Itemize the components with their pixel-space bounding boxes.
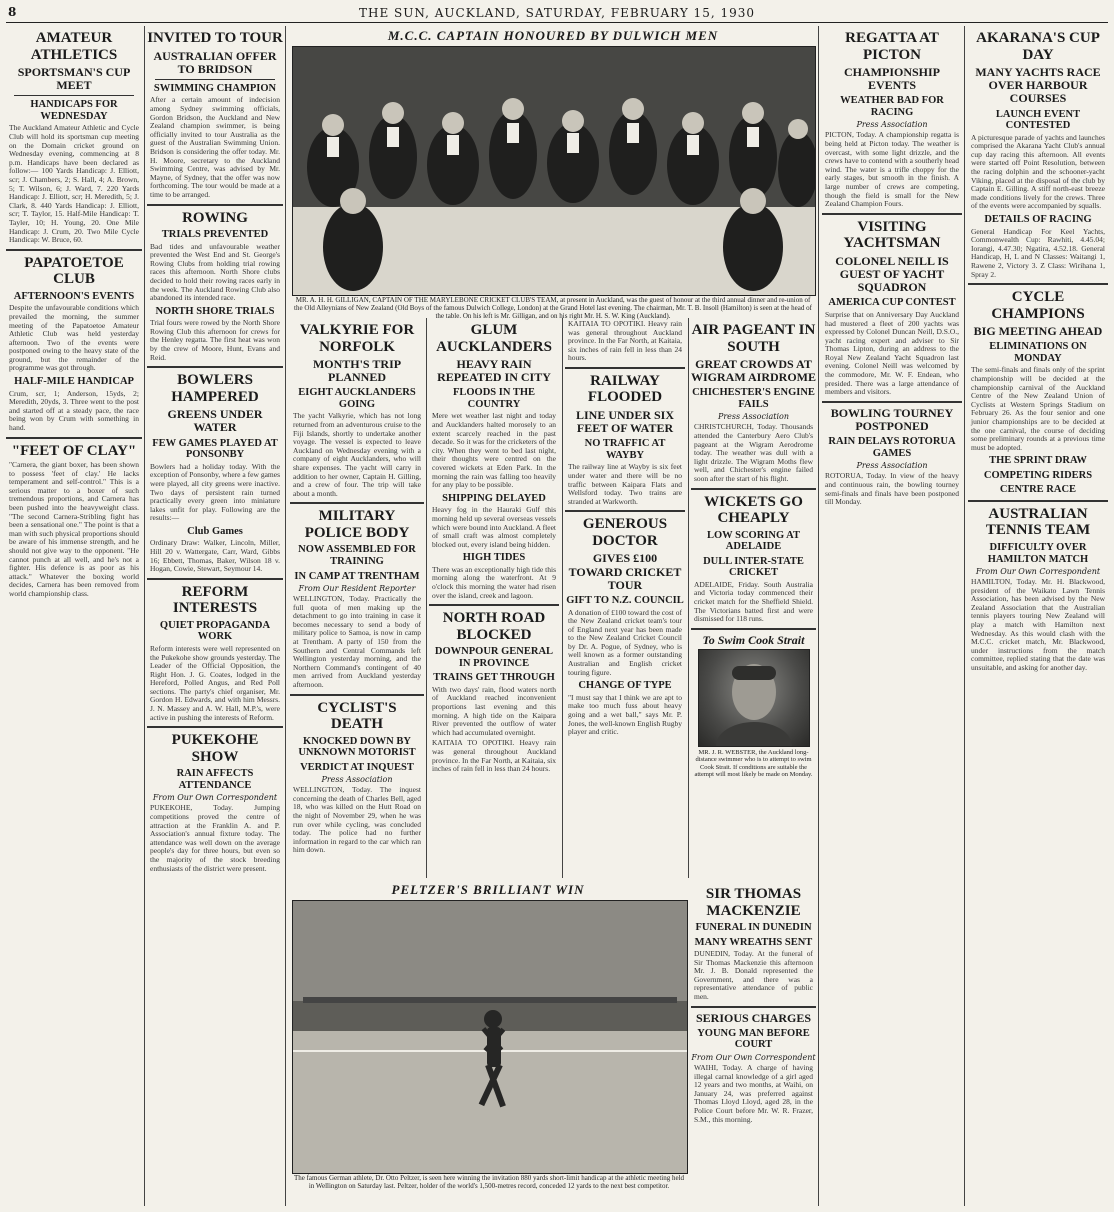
column-invited-to-tour	[147, 26, 283, 1206]
article-subhead: FEW GAMES PLAYED AT PONSONBY	[152, 437, 278, 461]
article-subhead: HALF-MILE HANDICAP	[14, 376, 134, 388]
article-body: KAITAIA TO OPOTIKI. Heavy rain was general throughout Auckland province. In the Far North, at Kaitaia, six inches of rain fell in less than 24 hours.	[432, 738, 556, 774]
article-subhead: LINE UNDER SIX FEET OF WATER	[575, 407, 675, 436]
article-subhead: THE SPRINT DRAW	[989, 455, 1087, 467]
page-number: 8	[8, 5, 17, 19]
article-subhead: FUNERAL IN DUNEDIN	[695, 922, 812, 933]
article-subhead: DOWNPOUR GENERAL IN PROVINCE	[434, 646, 554, 669]
article-headline: AUSTRALIAN TENNIS TEAM	[985, 505, 1091, 539]
column-air-pageant	[691, 318, 816, 878]
article-body: A picturesque parade of yachts and launches comprised the Akarana Yacht Club's annual cup day racing this afternoon. All events were started off Point Resolution, between the racing dolphin and the schooner-yacht Viking, placed at the disposal of the club by Captain E. Gilling. A stiff north-east breeze made conditions lively for the crews. Three of the events were accompanied by squalls.	[971, 132, 1105, 211]
article-subhead: CHANGE OF TYPE	[578, 680, 672, 692]
article-subhead: TRIALS PREVENTED	[161, 229, 269, 241]
article-subhead: CHICHESTER'S ENGINE FAILS	[692, 387, 815, 410]
article-subhead: GIVES £100 TOWARD CRICKET TOUR	[568, 551, 682, 592]
photo-title: M.C.C. CAPTAIN HONOURED BY DULWICH MEN	[387, 28, 719, 43]
column-glum-aucklanders	[429, 318, 559, 878]
article-byline: Press Association	[717, 412, 790, 422]
peltzer-photo	[292, 900, 688, 1174]
article-subhead: GREAT CROWDS AT WIGRAM AIRDROME	[691, 357, 816, 385]
article-subhead: Club Games	[187, 525, 243, 537]
article-headline: AKARANA'S CUP DAY	[976, 30, 1100, 63]
article-headline: INVITED TO TOUR	[147, 30, 283, 46]
article-body: WELLINGTON, Today. Practically the full quota of men making up the detachment to go into training in case it becomes necessary to send a body of military police to Samoa, is now in camp at Trentham. A party of 150 from the Southern and Central Commands left Wellington yesterday morning, and the Northern Command's contingent of 40 men arrived from Auckland yesterday afternoon.	[293, 594, 421, 689]
article-subhead: WEATHER BAD FOR RACING	[840, 95, 944, 118]
article-subhead: BIG MEETING AHEAD	[973, 324, 1103, 339]
article-subhead: LOW SCORING AT ADELAIDE	[707, 529, 800, 553]
article-headline: ROWING	[182, 209, 248, 226]
article-subhead: LAUNCH EVENT CONTESTED	[995, 108, 1081, 132]
article-body: The semi-finals and finals only of the sprint championship will be decided at the championship carnival of the Auckland Centre of the New Zealand Union of Cyclists at Western Springs Stadium on February 26. As the four senior and one junior championships are to be decided at the one carnival, the course of deciding some preliminary rounds at a previous time must be adopted.	[971, 365, 1105, 452]
article-body: A donation of £100 toward the cost of the New Zealand cricket team's tour of England next year has been made to the New Zealand Cricket Council by Dr. A. Pogue, of Sydney, who is well known as a former outstanding Australian and English cricket touring figure.	[568, 607, 682, 677]
article-body: The Auckland Amateur Athletic and Cycle Club will hold its sportsman cup meeting on the Domain cricket ground on Wednesday evening, commencing at 8 p.m. Handicaps have been declared as follow:— 100 Yards Handicap: J. Elliott, scr; J. Chambers, 2; S. Hall, 4; A. Brown, 5; T. Wilson, 6; J. Ward, 7. 220 Yards Handicap: J. Elliott, scr; H. Meredith, 5; J. Clark, 8. 440 Yards Handicap: J. Elliott, scr; T. Taylor, 15. Half-Mile Handicap: T. Tayler, 10; H. Young, 20. One Mile Handicap: J. Crum, 20. Two Mile Cycle Handicap: W. Bruce, 60.	[9, 123, 139, 245]
article-subhead: DETAILS OF RACING	[984, 214, 1092, 225]
article-body: Bowlers had a holiday today. With the exception of Ponsonby, where a few games were played, all city greens were inactive. Two days of persistent rain turned practically every green into miniature lakes unfit for play. Following are the results:—	[150, 461, 280, 523]
article-subhead: RAIN DELAYS ROTORUA GAMES	[828, 436, 956, 459]
column-mackenzie	[691, 882, 816, 1202]
swimmer-portrait-icon	[699, 650, 809, 746]
article-subhead: DIFFICULTY OVER HAMILTON MATCH	[987, 541, 1089, 565]
article-byline: From Our Resident Reporter	[298, 584, 416, 594]
column-valkyrie	[290, 318, 424, 878]
banquet-figures-icon	[293, 47, 815, 295]
article-subhead: HEAVY RAIN REPEATED IN CITY	[437, 357, 551, 385]
article-subhead: DULL INTER-STATE CRICKET	[703, 555, 804, 579]
column-rule	[144, 26, 145, 1206]
article-byline: From Our Own Correspondent	[975, 567, 1101, 577]
article-byline: From Our Own Correspondent	[691, 1052, 816, 1062]
article-body: PICTON, Today. A championship regatta is being held at Picton today. The weather is overcast, with some light drizzle, and the crews have to contend with a southerly head wind. The water is a trifle choppy for the early stages, but smooth in the finish. A large number of crews are competing, though the field is small for the New Zealand Champion Fours.	[825, 130, 959, 209]
article-body: Heavy fog in the Hauraki Gulf this morning held up several overseas vessels which were bound into Auckland. A fleet of small craft was almost completely blocked out, every island being hidden.	[432, 505, 556, 549]
portrait-caption: MR. J. R. WEBSTER, the Auckland long-distance swimmer who is to attempt to swim Cook Strait. If conditions are suitable the attempt will most likely be made on Monday.	[694, 748, 813, 779]
article-subhead: AMERICA CUP CONTEST	[828, 297, 956, 309]
article-headline: VALKYRIE FOR NORFOLK	[299, 322, 415, 355]
article-subhead: CHAMPIONSHIP EVENTS	[844, 65, 940, 93]
article-subhead: SHIPPING DELAYED	[442, 492, 546, 504]
article-subhead: HIGH TIDES	[462, 552, 526, 564]
article-subhead: GIFT TO N.Z. COUNCIL	[566, 594, 684, 606]
article-body: "Carnera, the giant boxer, has been shown to possess 'feet of clay.' He lacks temperament and self-control." This is a serious matter to a boxer of such tremendous proportions, and Carnera has been pushed into the heavyweight class. "The second Carnera-Stribling fight has been a sensational one." The point is that a man with such physical proportions should be aware of his immense strength, and he should not give way to the opponent. "He cannot punch at all well, and he's not a fighter. His defence is as poor as his attack." Whatever the boxing world decides, Carnera has been removed from world championship class.	[9, 460, 139, 598]
article-headline: SERIOUS CHARGES	[695, 1010, 812, 1025]
article-body: The railway line at Wayby is six feet under water and there will be no traffic between Kaipara Flats and Wellsford today. Two trains are stranded at Warkworth.	[568, 462, 682, 506]
article-headline: MILITARY POLICE BODY	[304, 508, 410, 541]
article-subhead: GREENS UNDER WATER	[167, 407, 263, 435]
article-headline: To Swim Cook Strait	[702, 632, 805, 647]
article-subhead: QUIET PROPAGANDA WORK	[159, 619, 271, 643]
article-subhead: KNOCKED DOWN BY UNKNOWN MOTORIST	[298, 735, 416, 759]
article-body: HAMILTON, Today. Mr. H. Blackwood, president of the Waikato Lawn Tennis Association, has been advised by the New Zealand Association that the Australian tennis players touring New Zealand will play a match with Hamilton next Wednesday. As this would clash with the M.C.C. cricket match, Mr. Blackwood, under instructions from the match committee, replied stating that the date was unsuitable, and asking for another day.	[971, 577, 1105, 672]
article-subhead: TRAINS GET THROUGH	[433, 672, 555, 684]
article-body: Crum, scr, 1; Anderson, 15yds, 2; Meredith, 20yds, 3. Three went to the post and started off at a steady pace, the race being won by Crum with something in hand.	[9, 388, 139, 432]
article-body: Trial fours were rowed by the North Shore Rowing Club this afternoon for crews for the Henley regatta. The first heat was won by the crew of Moore, Hunt, Evans and Reid.	[150, 318, 280, 362]
article-headline: CYCLIST'S DEATH	[317, 699, 397, 733]
column-rule	[426, 318, 427, 878]
article-body: WAIHI, Today. A charge of having illegal carnal knowledge of a girl aged 12 years and two months, at Waihi, on January 24, was preferred against Thomas Lloyd Lloyd, aged 28, in the Police Court before Mr. W. R. Frazer, S.M., this morning.	[694, 1062, 813, 1124]
article-byline: From Our Own Correspondent	[152, 793, 278, 803]
article-body: ADELAIDE, Friday. South Australia and Victoria today commenced their cricket match for the Sheffield Shield. The Victorians batted first and were dismissed for 118 runs.	[694, 579, 813, 624]
column-rule	[285, 26, 286, 1206]
article-headline: BOWLING TOURNEY POSTPONED	[830, 405, 954, 434]
column-rule	[818, 26, 819, 1206]
article-headline: REGATTA AT PICTON	[845, 30, 939, 63]
article-body: Surprise that on Anniversary Day Auckland had mustered a fleet of 200 yachts was expressed by Colonel Duncan Neill, D.S.O., yacht racing expert and adviser to Sir Thomas Lipton, during an address to the Royal New Zealand Yacht Squadron last evening. Colonel Neill was welcomed by the commodore, Mr. W. F. Endean, who presided. There was a large attendance of members and visitors.	[825, 309, 959, 397]
article-headline: GENEROUS DOCTOR	[582, 516, 668, 549]
article-subhead: ELIMINATIONS ON MONDAY	[989, 341, 1087, 364]
column-akarana-cup	[968, 26, 1108, 1206]
column-rule	[688, 318, 689, 878]
article-body: With two days' rain, flood waters north of Auckland reached inconvenient proportions last evening and this morning. A high tide on the Kaipara River prevented the outflow of water which had accumulated overnight.	[432, 684, 556, 737]
article-subhead: YOUNG MAN BEFORE COURT	[697, 1027, 810, 1051]
article-headline: VISITING YACHTSMAN	[843, 218, 941, 252]
article-body: KAITAIA TO OPOTIKI. Heavy rain was general throughout Auckland province. In the Far North, at Kaitaia, six inches of rain fell in less than 24 hours.	[568, 319, 682, 363]
article-headline: "FEET OF CLAY"	[11, 442, 137, 459]
article-body: DUNEDIN, Today. At the funeral of Sir Thomas Mackenzie this afternoon Mr. J. B. Donald represented the Government, and there was a representative attendance of public men.	[694, 949, 813, 1002]
article-subhead: CENTRE RACE	[999, 484, 1077, 496]
article-subhead: FLOODS IN THE COUNTRY	[452, 387, 536, 410]
banquet-photo	[292, 46, 816, 296]
article-headline: AIR PAGEANT IN SOUTH	[691, 322, 816, 355]
article-body: Ordinary Draw: Walker, Lincoln, Miller, Hill 20 v. Wattergate, Carr, Ward, Gibbs 16; Ebbett, Thomas, Baker, Wilson 18 v. Hogan, Cowie, Stewart, Seymour 14.	[150, 538, 280, 574]
article-subhead: MANY YACHTS RACE OVER HARBOUR COURSES	[975, 65, 1101, 106]
article-subhead: EIGHT AUCKLANDERS GOING	[298, 387, 416, 410]
column-rule	[562, 318, 563, 878]
article-body: There was an exceptionally high tide this morning along the waterfront. At 9 o'clock this morning the water had risen over the island, creek and lagoon.	[432, 564, 556, 600]
article-body: Despite the unfavourable conditions which prevailed the morning, the summer meeting of the Papatoetoe Amateur Athletic Club was held yesterday afternoon. Two of the events were postponed owing to the heavy state of the ground, but the remainder of the programme was got through.	[9, 303, 139, 373]
article-subhead: HANDICAPS FOR WEDNESDAY	[30, 99, 118, 122]
article-body: WELLINGTON, Today. The inquest concerning the death of Charles Bell, aged 18, who was killed on the Hutt Road on the night of November 29, when he was run over while cycling, was concluded today. The police had no further information in regard to the car which ran him down.	[293, 785, 421, 855]
column-regatta-picton	[822, 26, 962, 1206]
article-body: General Handicap For Keel Yachts, Commonwealth Cup: Rawhiti, 4.45.04; Iorangi, 4.47.30; Ngatira, 4.52.18. General Handicap, H, L and N Classes: Waitangi 1, Rawene 2, Victory 3. Z Class: Wirihana 1, Spray 2.	[971, 226, 1105, 279]
article-headline: NORTH ROAD BLOCKED	[442, 610, 546, 643]
banquet-photo-caption: MR. A. H. H. GILLIGAN, CAPTAIN OF THE MARYLEBONE CRICKET CLUB'S TEAM, at present in Auckland, was the guest of honour at the third annual dinner and re-union of the Old Alleynians of New Zealand (Old Boys of the famous Dulwich College, London) at the Grand Hotel last evening. The chairman, Mr. T. B. Insoll (Hamilton) is seen at the head of the table. On his left is Mr. Gilligan, and on his right Mr. H. S. W. King (Auckland).	[294, 296, 812, 320]
article-subhead: AFTERNOON'S EVENTS	[13, 290, 135, 302]
peltzer-photo-caption: The famous German athlete, Dr. Otto Peltzer, is seen here winning the invitation 880 yards short-limit handicap at the athletic meeting held in Wellington on Saturday last. Peltzer, holder of the world's 1,500-metres record, conceded 12 yards to the next best competitor.	[293, 1174, 685, 1190]
article-headline: WICKETS GO CHEAPLY	[704, 493, 803, 527]
article-subhead: NORTH SHORE TRIALS	[155, 305, 275, 317]
article-headline: SIR THOMAS MACKENZIE	[705, 886, 802, 919]
article-headline: REFORM INTERESTS	[172, 583, 258, 617]
article-body: Reform interests were well represented on the Pukekohe show grounds yesterday. The Leader of the Official Opposition, the Right Hon. J. G. Coates, lodged in the Hereford, Polled Angus, and Red Poll sections. The party's chief organiser, Mr. Gordon H. Edwards, and with him Messrs. J. N. Massey and A. W. Hall, M.P.'s, were active in pushing the interests of Reform.	[150, 643, 280, 722]
column-rule	[964, 26, 965, 1206]
article-subhead: IN CAMP AT TRENTHAM	[294, 570, 420, 582]
article-subhead: AUSTRALIAN OFFER TO BRIDSON	[153, 48, 277, 76]
newspaper-title: THE SUN, AUCKLAND, SATURDAY, FEBRUARY 15, 1930	[359, 6, 755, 20]
article-body: Bad tides and unfavourable weather prevented the West End and St. George's Rowing Clubs from holding trial rowing races this afternoon. North Shore clubs decided to hold their rowing races early in the week. The Auckland Rowing Club also abandoned its intended race.	[150, 241, 280, 303]
article-headline: BOWLERS HAMPERED	[171, 372, 259, 405]
article-headline: CYCLE CHAMPIONS	[991, 289, 1085, 322]
article-subhead: VERDICT AT INQUEST	[300, 761, 414, 773]
article-headline: PUKEKOHE SHOW	[171, 732, 259, 765]
article-subhead: SPORTSMAN'S CUP MEET	[17, 65, 131, 93]
runner-icon	[293, 901, 687, 1173]
article-body: ROTORUA, Today. In view of the heavy and continuous rain, the bowling tourney semi-finals and finals have been postponed till Monday.	[825, 471, 959, 507]
article-headline: PAPATOETOE CLUB	[24, 254, 124, 288]
article-headline: AMATEUR ATHLETICS	[30, 30, 118, 63]
article-headline: GLUM AUCKLANDERS	[436, 322, 552, 355]
article-subhead: RAIN AFFECTS ATTENDANCE	[176, 768, 254, 791]
article-subhead: MONTH'S TRIP PLANNED	[312, 357, 402, 385]
article-subhead: MANY WREATHS SENT	[694, 936, 813, 948]
column-amateur-athletics	[6, 26, 142, 1206]
article-body: CHRISTCHURCH, Today. Thousands attended the Canterbury Aero Club's pageant at the Wigram Aerodrome today. The weather was dull with a light drizzle. The Wigram Moths flew well, and Chichester's engine failed soon after the start of his flight.	[694, 422, 813, 484]
article-subhead: SWIMMING CHAMPION	[153, 82, 277, 94]
article-body: After a certain amount of indecision among Sydney swimming officials, Gordon Bridson, the Auckland and New Zealand champion swimmer, is being officially invited to tour Australia as the guest of the Australian Swimming Union. Bridson is considering the offer today. Mr. H. Moore, secretary to the Auckland Swimming Centre, was advised by Mr. Mayne, of Sydney, that the offer was now forthcoming. The tour would be made at a time to be arranged.	[150, 95, 280, 199]
article-subhead: COLONEL NEILL IS GUEST OF YACHT SQUADRON	[835, 253, 949, 295]
article-body: Mere wet weather last night and today and Aucklanders halted morosely to an extent scarcely reached in the past decade. So it was for the cricketers of the city. When they went to bed last night, their thoughts were centred on the covered wickets at Eden Park. In the morning the rain was falling too heavily for any play to be possible.	[432, 411, 556, 490]
article-subhead: COMPETING RIDERS	[983, 469, 1093, 481]
masthead	[6, 4, 1108, 23]
column-railway-flooded	[565, 318, 685, 878]
article-body: PUKEKOHE, Today. Jumping competitions proved the centre of attraction at the Franklin A. and P. Association's annual fixture today. The attendance was well down on the average people's day for three hours, but even so the majority of the stock breeding enthusiasts of the district were present.	[150, 803, 280, 873]
peltzer-photo-title: PELTZER'S BRILLIANT WIN	[391, 882, 585, 897]
article-headline: RAILWAY FLOODED	[587, 372, 663, 406]
article-subhead: NOW ASSEMBLED FOR TRAINING	[298, 544, 416, 567]
article-subhead: NO TRAFFIC AT WAYBY	[584, 438, 666, 461]
article-byline: Press Association	[856, 461, 928, 471]
article-body: The yacht Valkyrie, which has not long returned from an adventurous cruise to the Fiji Islands, shortly to undertake another voyage. The vessel is expected to leave Auckland on Wednesday evening with a company of eight Aucklanders, who will share expenses. The yacht will carry in addition to her owner, Captain H. Gilling, and a crew of four. The trip will take about a month.	[293, 411, 421, 498]
article-body: "I must say that I think we are apt to make too much fuss about heavy going and a wet ball," says Mr. P. Jones, the well-known English Rugby player and critic.	[568, 692, 682, 737]
article-byline: Press Association	[856, 120, 928, 130]
article-byline: Press Association	[321, 775, 393, 785]
webster-portrait	[698, 649, 810, 747]
